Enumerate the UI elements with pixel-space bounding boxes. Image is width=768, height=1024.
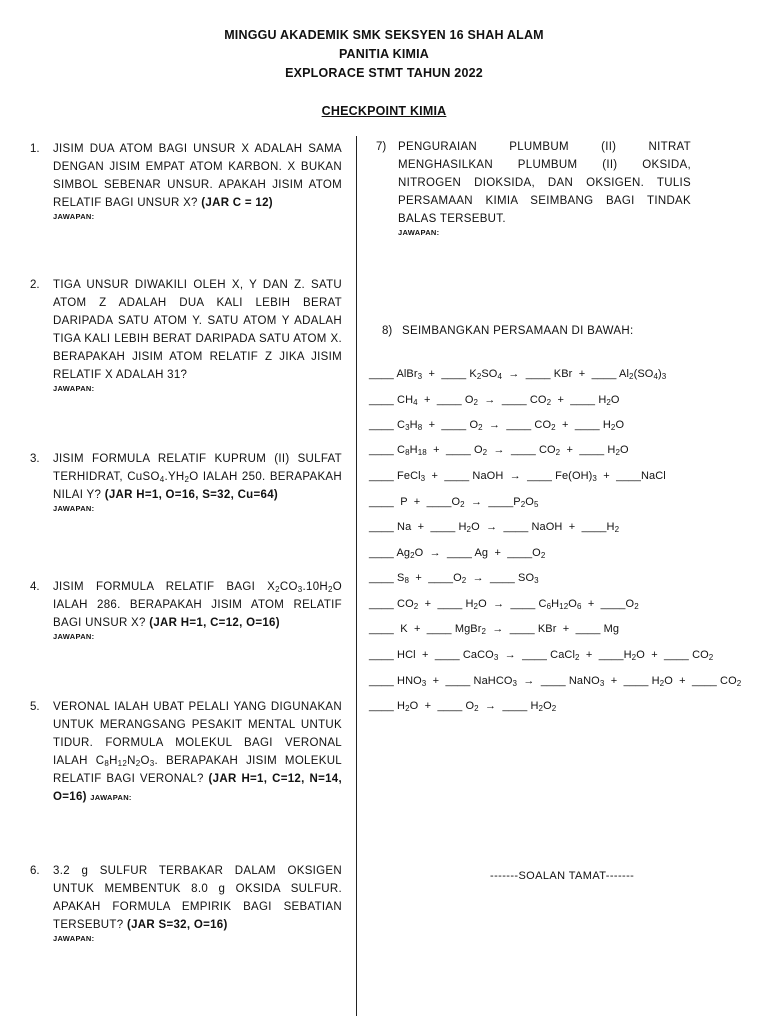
equation-14: ____ $H_2O$ + ____ $O_2$ → ____ $H_2O_2$ <box>369 700 557 713</box>
answer-label: JAWAPAN: <box>398 228 440 237</box>
question-3: JISIM FORMULA RELATIF KUPRUM (II) SULFAT TERHIDRAT, $CuSO_4.YH_2O$ IALAH 250. BERAPAKAH NILAI Y? (JAR H=1, O=16, S=32, Cu=64) JAWAPAN: <box>53 453 342 513</box>
equation-7: ____ Na + ____ $H_2O$ → ____ NaOH + $\_\_\_\_H_2$ <box>369 521 620 534</box>
panel-title: PANITIA KIMIA <box>338 47 430 61</box>
answer-label: JAWAPAN: <box>90 793 132 802</box>
question-number: 8) <box>382 325 393 337</box>
question-7: PENGURAIAN PLUMBUM (II) NITRAT MENGHASILKAN PLUMBUM (II) OKSIDA, NITROGEN DIOKSIDA, DAN OKSIGEN. TULIS PERSAMAAN KIMIA SEIMBANG BAGI TINDAK BALAS TERSEBUT. JAWAPAN: <box>398 141 691 237</box>
question-8: SEIMBANGKAN PERSAMAAN DI BAWAH: <box>402 325 634 337</box>
question-4: JISIM FORMULA RELATIF BAGI $X_2CO_3.10H_2O$ IALAH 286. BERAPAKAH JISIM ATOM RELATIF BAGI UNSUR X? (JAR H=1, C=12, O=16) JAWAPAN: <box>53 581 342 641</box>
answer-label: JAWAPAN: <box>53 504 95 513</box>
end-of-questions: -------SOALAN TAMAT------- <box>490 870 635 882</box>
question-number: 1. <box>30 143 40 155</box>
equation-1: ____ AlBr$_3$ + ____ $K_2SO_4$ → ____ KBr + ____ $Al_2(SO_4)_3$ <box>369 368 667 381</box>
equation-11: ____ K + ____ MgBr$_2$ → ____ KBr + ____ Mg <box>369 623 620 636</box>
equation-10: ____ $CO_2$ + ____ $H_2O$ → ____ $C_6H_{12}O_6$ + $\_\_\_\_O_2$ <box>369 598 639 611</box>
question-number: 2. <box>30 279 40 291</box>
answer-label: JAWAPAN: <box>53 934 95 943</box>
equation-8: ____ $Ag_2O$ → ____ $Ag + \_\_\_\_O_2$ <box>369 547 546 560</box>
school-title: MINGGU AKADEMIK SMK SEKSYEN 16 SHAH ALAM <box>224 28 544 42</box>
checkpoint-title: CHECKPOINT KIMIA <box>321 104 447 118</box>
question-2: TIGA UNSUR DIWAKILI OLEH X, Y DAN Z. SATU ATOM Z ADALAH DUA KALI LEBIH BERAT DARIPADA SATU ATOM Y. SATU ATOM Y ADALAH TIGA KALI LEBIH BERAT DARIPADA SATU ATOM X. BERAPAKAH JISIM ATOM RELATIF Z JIKA JISIM RELATIF X ADALAH 31? JAWAPAN: <box>53 279 342 393</box>
question-6: 3.2 g SULFUR TERBAKAR DALAM OKSIGEN UNTUK MEMBENTUK 8.0 g OKSIDA SULFUR. APAKAH FORMULA EMPIRIK BAGI SEBATIAN TERSEBUT? (JAR S=32, O=16) JAWAPAN: <box>53 865 342 943</box>
question-number: 6. <box>30 865 40 877</box>
equation-2: ____ $CH_4$ + ____ $O_2$ → ____ $CO_2$ + ____ $H_2O$ <box>369 394 620 407</box>
question-number: 4. <box>30 581 40 593</box>
question-5: VERONAL IALAH UBAT PELALI YANG DIGUNAKAN UNTUK MERANGSANG PESAKIT MENTAL UNTUK TIDUR. FORMULA MOLEKUL BAGI VERONAL IALAH $C_8H_{12}N_2O_3$. BERAPAKAH JISIM MOLEKUL RELATIF BAGI VERONAL? (JAR H=1, C=12, N=14, O=16) JAWAPAN: <box>53 701 342 803</box>
equation-9: ____ $S_8$ + $\_\_\_\_O_2$ → ____ $SO_3$ <box>369 572 539 585</box>
answer-label: JAWAPAN: <box>53 212 95 221</box>
column-divider <box>356 136 357 1016</box>
equation-13: ____ $HNO_3$ + ____ NaHCO$_3$ → ____ NaNO$_3$ + ____ $H_2O$ + ____ $CO_2$ <box>369 675 742 688</box>
question-number: 3. <box>30 453 40 465</box>
equation-5: ____ FeCl$_3$ + ____ NaOH → ____ $Fe(OH)_3$ + ____NaCl <box>369 470 666 483</box>
question-number: 7) <box>376 141 387 153</box>
equation-3: ____ $C_3H_8$ + ____ $O_2$ → ____ $CO_2$ + ____ $H_2O$ <box>369 419 625 432</box>
question-number: 5. <box>30 701 40 713</box>
equation-4: ____ $C_8H_{18}$ + ____ $O_2$ → ____ $CO_2$ + ____ $H_2O$ <box>369 444 629 457</box>
answer-label: JAWAPAN: <box>53 384 95 393</box>
equation-12: ____ HCl + ____ CaCO$_3$ → ____ CaCl$_2$ + $\_\_\_\_H_2O$ + ____ $CO_2$ <box>369 649 714 662</box>
question-1: JISIM DUA ATOM BAGI UNSUR X ADALAH SAMA DENGAN JISIM EMPAT ATOM KARBON. X BUKAN SIMBOL SEBENAR UNSUR. APAKAH JISIM ATOM RELATIF BAGI UNSUR X? (JAR C = 12) JAWAPAN: <box>53 143 342 221</box>
event-title: EXPLORACE STMT TAHUN 2022 <box>285 66 483 80</box>
equation-6: ____ $P + \_\_\_\_O_2$ → $\_\_\_\_P_2O_5$ <box>369 496 539 509</box>
answer-label: JAWAPAN: <box>53 632 95 641</box>
